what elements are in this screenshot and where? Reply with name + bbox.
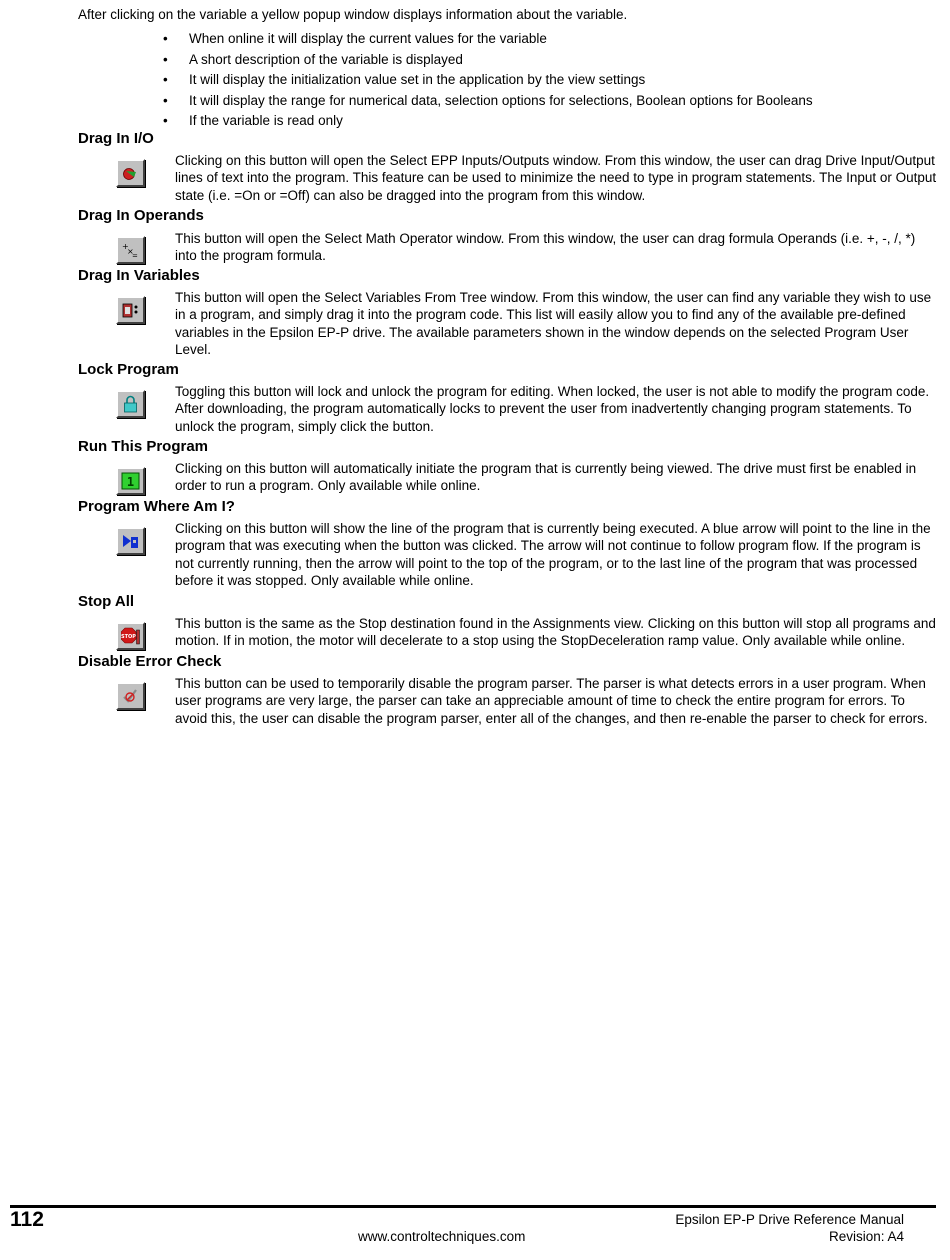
list-item: • If the variable is read only [163, 113, 343, 128]
page-number: 112 [10, 1208, 44, 1231]
info-bullet-list [163, 30, 813, 133]
bullet-marker: • [163, 92, 168, 108]
section-heading-drag-in-io: Drag In I/O [78, 130, 154, 147]
section-text-program-where-am-i: Clicking on this button will show the line of the program that is currently being executed. A blue arrow will point to the line in the program that was executing when the button was clicked. The arrow will not continue to follow program flow. If the program is not currently running, then the arrow will point to the top of the program, or to the last line of the program that was processed before it was stopped. Only available while online. [175, 521, 931, 589]
section-heading-program-where-am-i: Program Where Am I? [78, 498, 235, 515]
bullet-marker: • [163, 72, 168, 87]
bullet-marker: • [163, 51, 168, 67]
list-item: • It will display the range for numerical data, selection options for selections, Boolean options for Booleans [163, 92, 813, 108]
drag-operands-icon[interactable] [116, 236, 145, 264]
bullet-marker: • [163, 31, 168, 46]
section-heading-run-this-program: Run This Program [78, 438, 209, 455]
list-item: • When online it will display the current values for the variable [163, 31, 547, 46]
section-text-drag-in-operands: This button will open the Select Math Operator window. From this window, the user can drag formula Operands (i.e. +, -, /, *) into the program formula. [175, 231, 916, 264]
run-icon-label: 1 [126, 475, 135, 489]
section-heading-drag-in-operands: Drag In Operands [78, 207, 204, 224]
where-am-i-icon[interactable] [116, 527, 145, 555]
svg-text:×: × [127, 247, 134, 256]
footer-divider [10, 1205, 936, 1208]
lock-icon[interactable] [116, 390, 145, 418]
section-heading-disable-error-check: Disable Error Check [78, 653, 222, 670]
stop-icon-label: STOP [121, 634, 136, 640]
section-text-drag-in-io: Clicking on this button will open the Select EPP Inputs/Outputs window. From this window, the user can drag Drive Input/Output lines of text into the program. This feature can be used to minimize the need to type in program statements. The Input or Output state (i.e. =On or =Off) can also be dragged into the program from this window. [175, 153, 937, 203]
drag-variables-icon[interactable] [116, 296, 145, 324]
manual-title: Epsilon EP-P Drive Reference Manual [675, 1212, 904, 1227]
section-text-run-this-program: Clicking on this button will automatically initiate the program that is currently being viewed. The drive must first be enabled in order to run a program. Only available while online. [175, 461, 917, 494]
list-item: • It will display the initialization value set in the application by the view settings [163, 72, 646, 87]
section-heading-lock-program: Lock Program [78, 361, 179, 378]
revision-label: Revision: A4 [828, 1229, 904, 1244]
intro-text: After clicking on the variable a yellow popup window displays information about the variable. [78, 7, 628, 22]
drag-io-icon[interactable] [116, 159, 145, 187]
website-link[interactable]: www.controltechniques.com [358, 1229, 526, 1244]
run-program-icon[interactable] [116, 467, 145, 495]
svg-text:+: + [122, 242, 129, 251]
section-text-stop-all: This button is the same as the Stop destination found in the Assignments view. Clicking on this button will stop all programs and motion. If in motion, the motor will decelerate to a stop using the StopDeceleration ramp value. Only available while online. [175, 616, 936, 649]
bullet-marker: • [163, 113, 168, 128]
section-heading-stop-all: Stop All [78, 593, 135, 610]
disable-error-check-icon[interactable] [116, 682, 145, 710]
stop-all-icon[interactable] [116, 622, 145, 650]
section-text-drag-in-variables: This button will open the Select Variables From Tree window. From this window, the user can find any variable they wish to use in a program, and simply drag it into the program code. This list will easily allow you to find any of the available pre-defined variables in the Epsilon EP-P drive. The available parameters shown in the window depends on the selected Program User Level. [175, 290, 932, 358]
section-text-lock-program: Toggling this button will lock and unlock the program for editing. When locked, the user is not able to modify the program code. After downloading, the program automatically locks to prevent the user from inadvertently changing program statements. To unlock the program, simply click the button. [175, 384, 930, 434]
list-item: • A short description of the variable is displayed [163, 51, 463, 67]
svg-text:=: = [132, 252, 138, 259]
section-heading-drag-in-variables: Drag In Variables [78, 267, 200, 284]
section-text-disable-error-check: This button can be used to temporarily disable the program parser. The parser is what detects errors in a user program. When user programs are very large, the parser can take an appreciable amount of time to check the entire program for errors. To avoid this, the user can disable the program parser, enter all of the changes, and then re-enable the parser to check for errors. [175, 676, 928, 726]
